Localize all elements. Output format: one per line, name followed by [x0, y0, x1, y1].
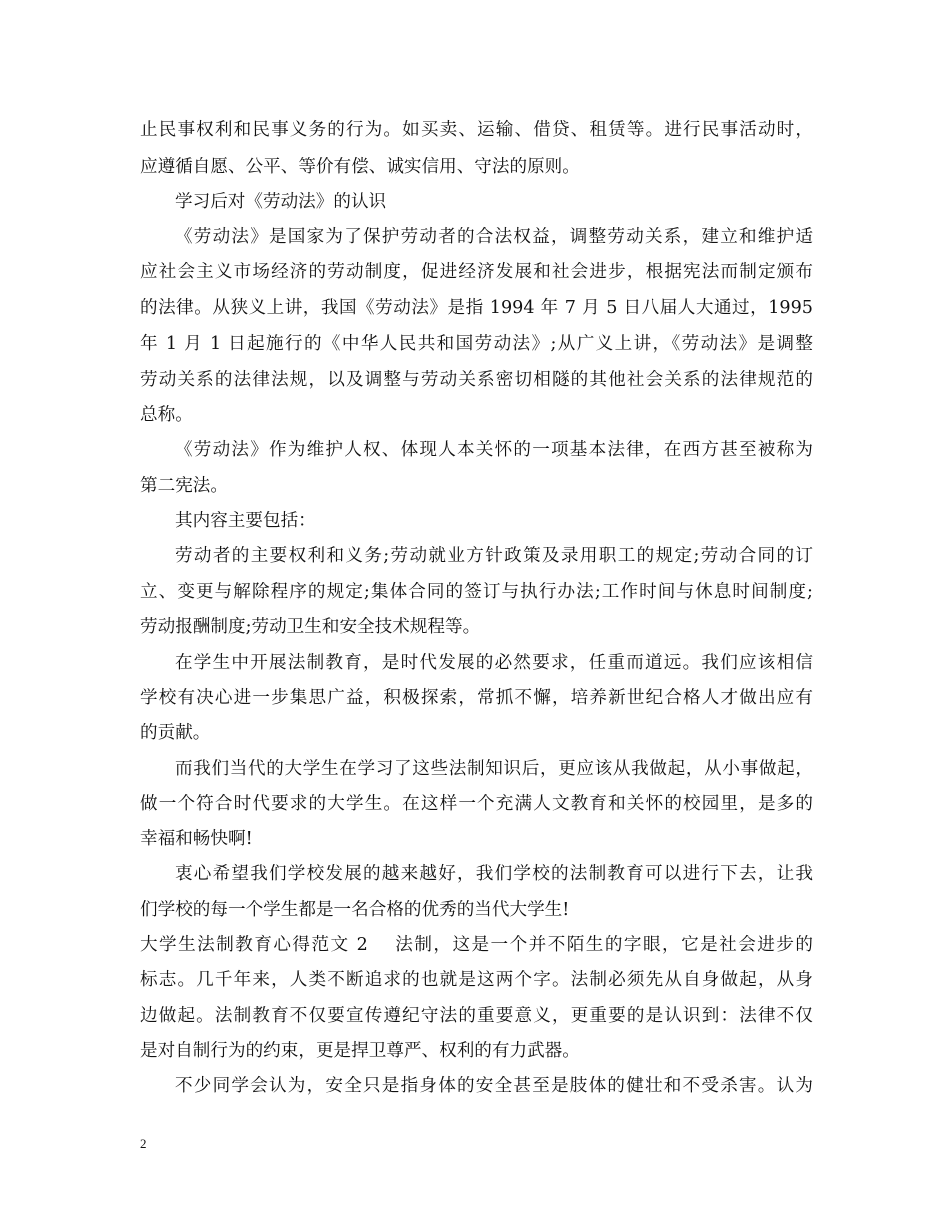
text-line: 第二宪法。 [140, 476, 228, 496]
text-line: 总称。 [140, 405, 193, 425]
text-line: 劳动者的主要权利和义务;劳动就业方针政策及录用职工的规定;劳动合同的订 [175, 546, 813, 566]
text-line: 年 1 月 1 日起施行的《中华人民共和国劳动法》;从广义上讲，《劳动法》是调整 [140, 334, 813, 354]
text-line: 边做起。法制教育不仅要宣传遵纪守法的重要意义，更重要的是认识到：法律不仅 [140, 1006, 813, 1026]
text-line: 止民事权利和民事义务的行为。如买卖、运输、借贷、租赁等。进行民事活动时， [140, 120, 813, 140]
text-line: 其内容主要包括： [175, 511, 316, 531]
text-line: 不少同学会认为，安全只是指身体的安全甚至是肢体的健壮和不受杀害。认为 [175, 1076, 813, 1096]
text-line: 幸福和畅快啊! [140, 829, 253, 849]
text-line: 的贡献。 [140, 723, 211, 743]
text-line: 劳动报酬制度;劳动卫生和安全技术规程等。 [140, 617, 481, 637]
text-line: 劳动关系的法律法规，以及调整与劳动关系密切相隧的其他社会关系的法律规范的 [140, 370, 813, 390]
text-line: 衷心希望我们学校发展的越来越好，我们学校的法制教育可以进行下去，让我 [175, 864, 813, 884]
text-line: 的法律。从狭义上讲，我国《劳动法》是指 1994 年 7 月 5 日八届人大通过，1995 [140, 298, 813, 318]
text-line: 立、变更与解除程序的规定;集体合同的签订与执行办法;工作时间与休息时间制度; [140, 582, 813, 602]
text-line: 《劳动法》是国家为了保护劳动者的合法权益，调整劳动关系，建立和维护适 [175, 227, 813, 247]
text-line: 《劳动法》作为维护人权、体现人本关怀的一项基本法律，在西方甚至被称为 [175, 440, 813, 460]
section-heading: 学习后对《劳动法》的认识 [175, 192, 387, 212]
text-line: 标志。几千年来，人类不断追求的也就是这两个字。法制必须先从自身做起，从身 [140, 970, 813, 990]
text-line: 而我们当代的大学生在学习了这些法制知识后，更应该从我做起，从小事做起， [175, 759, 813, 779]
text-line [140, 933, 813, 957]
page-number: 2 [140, 1136, 147, 1151]
text-line: 学校有决心进一步集思广益，积极探索，常抓不懈，培养新世纪合格人才做出应有 [140, 688, 813, 708]
text-line: 做一个符合时代要求的大学生。在这样一个充满人文教育和关怀的校园里，是多的 [140, 794, 813, 814]
text-line: 应社会主义市场经济的劳动制度，促进经济发展和社会进步，根据宪法而制定颁布 [140, 262, 813, 282]
essay-text: 法制，这是一个并不陌生的字眼，它是社会进步的 [393, 935, 813, 955]
text-line: 们学校的每一个学生都是一名合格的优秀的当代大学生! [140, 900, 570, 920]
text-line: 在学生中开展法制教育，是时代发展的必然要求，任重而道远。我们应该相信 [175, 653, 813, 673]
text-line: 应遵循自愿、公平、等价有偿、诚实信用、守法的原则。 [140, 157, 580, 177]
essay-title: 大学生法制教育心得范文 2 [140, 935, 368, 955]
text-line: 是对自制行为的约束，更是捍卫尊严、权利的有力武器。 [140, 1041, 580, 1061]
